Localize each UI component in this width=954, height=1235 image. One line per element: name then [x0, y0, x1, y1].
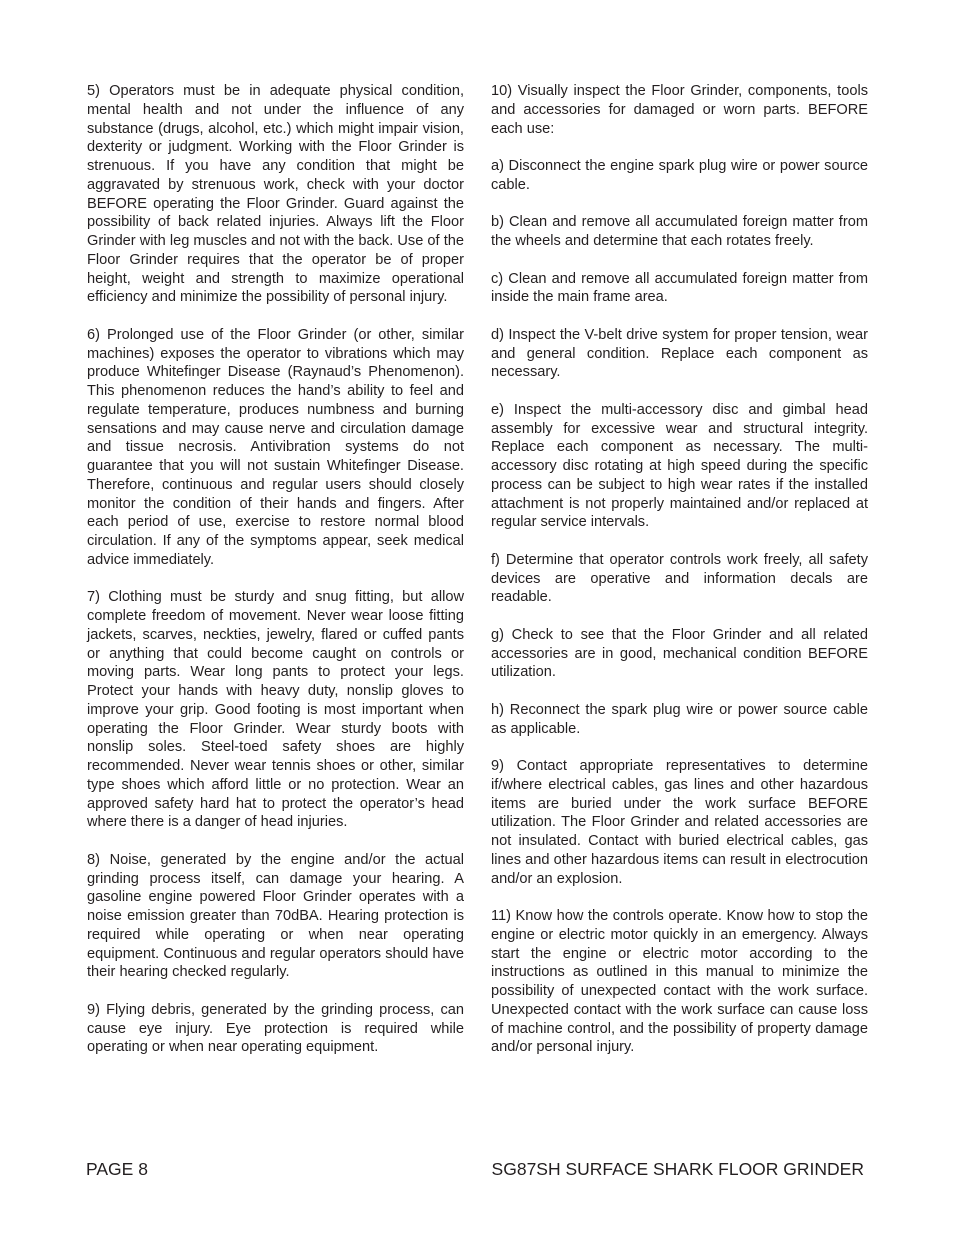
safety-paragraph-10: 10) Visually inspect the Floor Grinder, components, tools and accessories for damaged or worn parts. BEFORE each use: — [491, 83, 868, 137]
inspection-step-b: b) Clean and remove all accumulated foreign matter from the wheels and determine that each rotates freely. — [491, 214, 868, 249]
safety-paragraph-9: 9) Flying debris, generated by the grinding process, can cause eye injury. Eye protection is required while operating or when near operating equipment. — [87, 1001, 464, 1056]
right-column — [491, 82, 868, 1076]
document-title: SG87SH SURFACE SHARK FLOOR GRINDER — [491, 1159, 864, 1179]
inspection-step-f: f) Determine that operator controls work freely, all safety devices are operative and information decals are readable. — [491, 551, 868, 606]
inspection-step-g: g) Check to see that the Floor Grinder and all related accessories are in good, mechanical condition BEFORE utilization. — [491, 626, 868, 681]
inspection-step-h: h) Reconnect the spark plug wire or power source cable as applicable. — [491, 701, 868, 737]
safety-paragraph-7: 7) Clothing must be sturdy and snug fitting, but allow complete freedom of movement. Never wear loose fitting jackets, scarves, neckties, jewelry, flared or cuffed pants or anything that could become caught on controls or moving parts. Wear long pants to protect your legs. Protect your hands with heavy duty, nonslip gloves to improve your grip. Good footing is most important when operating the Floor Grinder. Wear sturdy boots with nonslip soles. Steel-toed safety shoes are highly recommended. Never wear tennis shoes or other, similar type shoes which afford little or no protection. Wear an approved safety hard hat to protect the operator’s head where there is a danger of head injuries. — [87, 589, 464, 831]
inspection-step-d: d) Inspect the V-belt drive system for proper tension, wear and general condition. Replace each component as necessary. — [491, 326, 868, 381]
safety-paragraph-8: 8) Noise, generated by the engine and/or the actual grinding process itself, can damage your hearing. A gasoline engine powered Floor Grinder operates with a noise emission greater than 70dBA. Hearing protection is required while operating or when near operating equipment. Continuous and regular operators should have their hearing checked regularly. — [87, 851, 464, 981]
safety-paragraph-5: 5) Operators must be in adequate physical condition, mental health and not under the influence of any substance (drugs, alcohol, etc.) which might impair vision, dexterity or judgment. Working with the Floor Grinder is strenuous. If you have any condition that might be aggravated by strenuous work, check with your doctor BEFORE operating the Floor Grinder. Guard against the possibility of back related injuries. Always lift the Floor Grinder with leg muscles and not with the back. Use of the Floor Grinder requires that the operator be of proper height, weight and strength to maximize operational efficiency and minimize the possibility of personal injury. — [87, 83, 464, 306]
left-column — [87, 82, 464, 1076]
safety-paragraph-6: 6) Prolonged use of the Floor Grinder (or other, similar machines) exposes the operator to vibrations which may produce Whitefinger Disease (Raynaud’s Phenomenon). This phenomenon reduces the hand’s ability to feel and regulate temperature, produces numbness and burning sensations and may cause nerve and circulation damage and tissue necrosis. Antivibration systems do not guarantee that you will not sustain Whitefinger Disease. Therefore, continuous and regular users should closely monitor the condition of their hands and fingers. After each period of use, exercise to restore normal blood circulation. If any of the symptoms appear, seek medical advice immediately. — [87, 326, 464, 568]
safety-paragraph-buried-hazards: 9) Contact appropriate representatives to determine if/where electrical cables, gas lines and other hazardous items are buried under the work surface BEFORE utilization. The Floor Grinder and related accessories are not insulated. Contact with buried electrical cables, gas lines and other hazardous items can result in electrocution and/or an explosion. — [491, 758, 868, 887]
inspection-step-a: a) Disconnect the engine spark plug wire or power source cable. — [491, 158, 868, 193]
inspection-step-e: e) Inspect the multi-accessory disc and gimbal head assembly for excessive wear and structural integrity. Replace each component as necessary. The multi-accessory disc rotating at high speed during the specific process can be subject to high wear rates if the installed attachment is not properly maintained and/or replaced at regular service intervals. — [491, 401, 868, 531]
inspection-step-c: c) Clean and remove all accumulated foreign matter from inside the main frame area. — [491, 270, 868, 306]
page-number: PAGE 8 — [86, 1159, 148, 1179]
safety-paragraph-11: 11) Know how the controls operate. Know how to stop the engine or electric motor quickly in an emergency. Always start the engine or electric motor according to the instructions as outlined in this manual to minimize the possibility of unexpected contact with the work surface. Unexpected contact with the work surface can cause loss of machine control, and the possibility of property damage and/or personal injury. — [491, 908, 868, 1056]
